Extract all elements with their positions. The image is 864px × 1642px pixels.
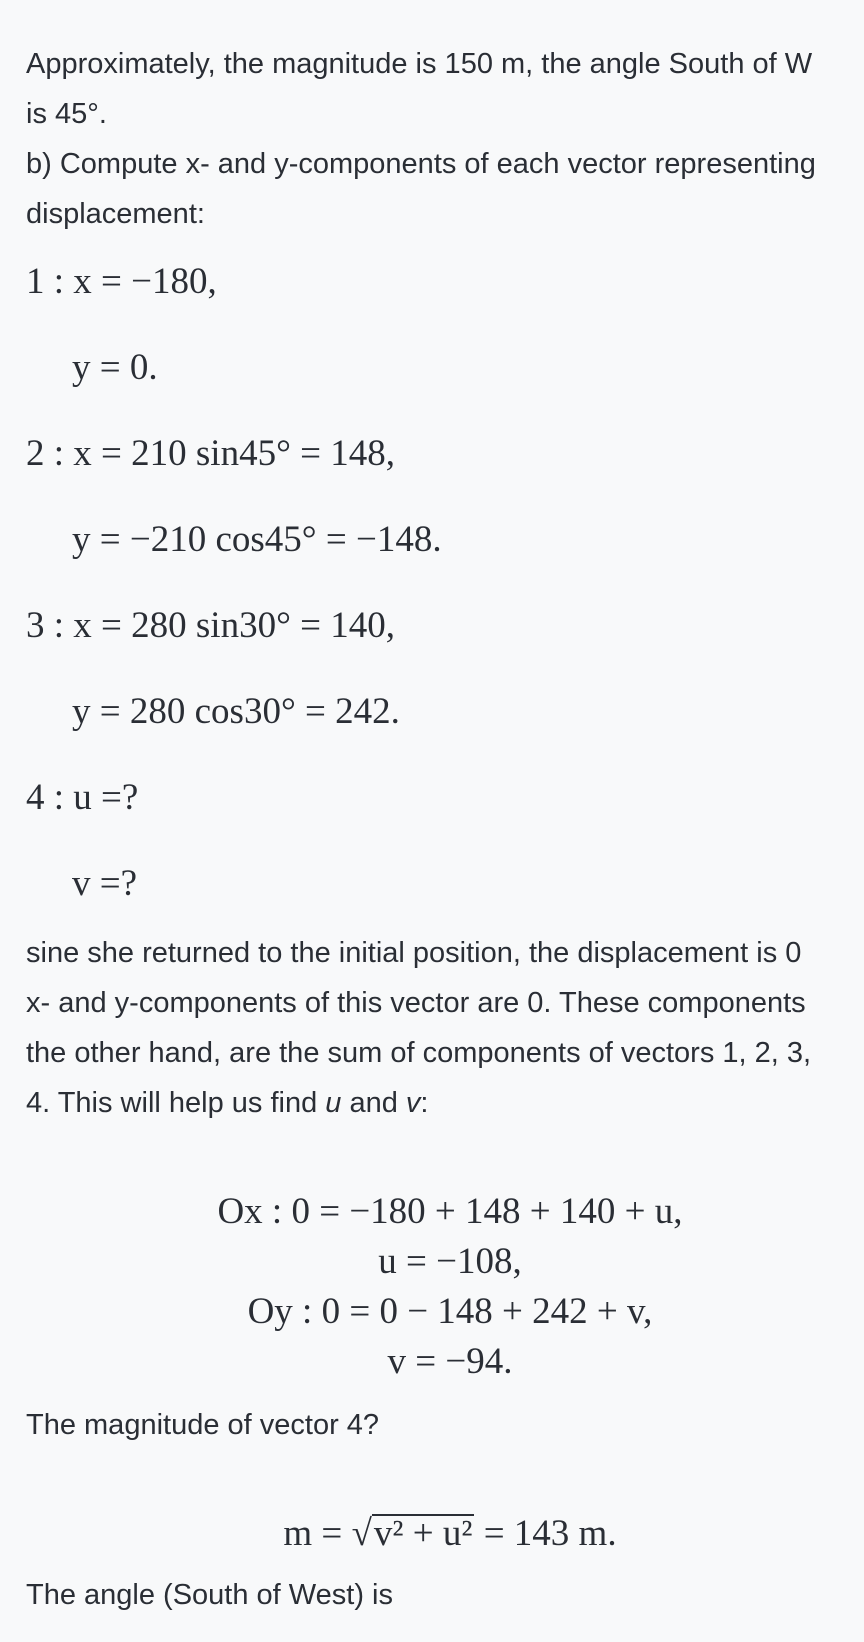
magnitude-lhs: m = xyxy=(283,1513,352,1554)
explanation-line-4-post: : xyxy=(420,1087,429,1119)
magnitude-question: The magnitude of vector 4? xyxy=(26,1409,380,1441)
intro-line-1: Approximately, the magnitude is 150 m, the angle South of W xyxy=(26,48,813,80)
vector-1-x: 1 : x = −180, xyxy=(26,261,217,302)
vector-4-x: 4 : u =? xyxy=(26,777,139,818)
intro-line-4: displacement: xyxy=(26,198,205,230)
explanation-line-3: the other hand, are the sum of components of vectors 1, 2, 3, xyxy=(26,1037,812,1069)
magnitude-radicand: v² + u² xyxy=(373,1513,473,1554)
intro-line-3: b) Compute x- and y-components of each vector representing xyxy=(26,148,816,180)
magnitude-formula xyxy=(18,1512,864,1556)
explanation-line-1: sine she returned to the initial position, the displacement is 0 xyxy=(26,937,802,969)
equation-u: u = −108, xyxy=(378,1241,522,1282)
vector-4-y: v =? xyxy=(72,863,138,904)
vector-1-y: y = 0. xyxy=(72,347,158,388)
vector-2-y: y = −210 cos45° = −148. xyxy=(72,519,442,560)
sqrt-sign: √ xyxy=(351,1513,372,1554)
vector-2-x: 2 : x = 210 sin45° = 148, xyxy=(26,433,395,474)
variable-u: u xyxy=(325,1087,342,1119)
equation-ox: Ox : 0 = −180 + 148 + 140 + u, xyxy=(217,1191,683,1232)
magnitude-rhs: = 143 m. xyxy=(474,1513,617,1554)
intro-line-2: is 45°. xyxy=(26,98,107,130)
equation-v: v = −94. xyxy=(387,1341,513,1382)
explanation-line-4 xyxy=(26,1078,428,1128)
variable-v: v xyxy=(405,1087,421,1119)
explanation-line-4-mid: and xyxy=(341,1087,406,1119)
equation-oy: Oy : 0 = 0 − 148 + 242 + v, xyxy=(247,1291,653,1332)
angle-text: The angle (South of West) is xyxy=(26,1579,393,1611)
vector-3-x: 3 : x = 280 sin30° = 140, xyxy=(26,605,395,646)
vector-3-y: y = 280 cos30° = 242. xyxy=(72,691,400,732)
explanation-line-4-pre: 4. This will help us find xyxy=(26,1087,326,1119)
explanation-line-2: x- and y-components of this vector are 0. These components xyxy=(26,987,806,1019)
